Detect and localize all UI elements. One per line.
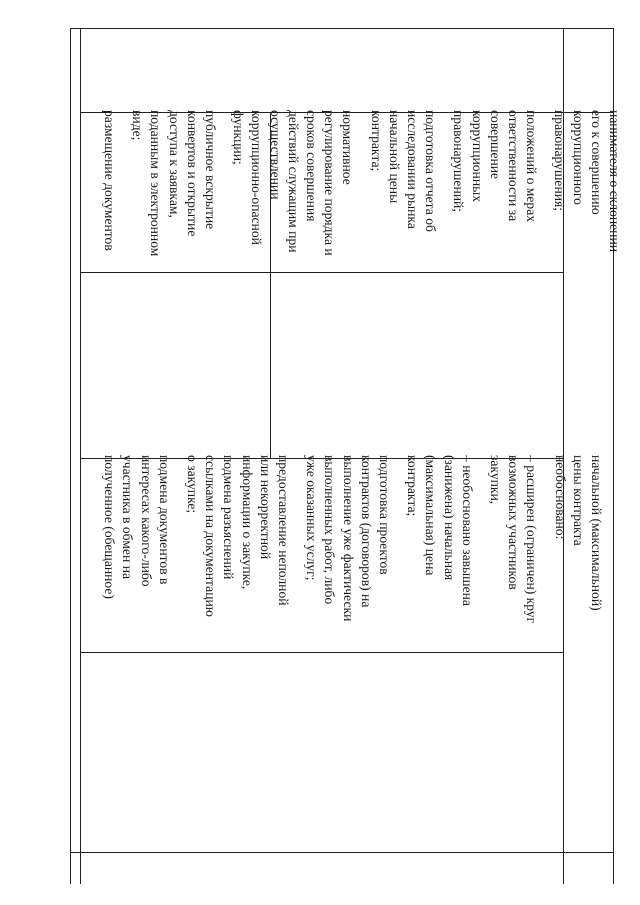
text-line: информации о закупке,	[239, 455, 255, 590]
paragraph-gap	[476, 455, 486, 623]
text-line: правонарушения;	[552, 110, 568, 212]
paragraph-gap	[219, 110, 229, 256]
text-line: (занижена) начальная	[441, 455, 457, 581]
table-cell-measures	[100, 110, 623, 256]
text-line: осуществлении	[267, 110, 283, 200]
table-rule-1	[70, 28, 71, 884]
text-line: ссылками на документацию	[203, 455, 219, 617]
text-line: действий служащим при	[285, 110, 301, 253]
text-line: нанимателя о склонении	[607, 110, 622, 253]
text-line: закупки,	[487, 455, 503, 505]
text-line: о закупке;	[184, 455, 200, 514]
text-line: подготовка отчета об	[423, 110, 439, 232]
text-line: его к совершению	[588, 110, 604, 215]
paragraph-gap	[292, 455, 302, 623]
text-line: конвертов и открытие	[184, 110, 200, 237]
text-line: выполненных работ, либо	[322, 455, 338, 605]
text-line: начальной цены	[386, 110, 402, 204]
text-line: публичное вскрытие	[202, 110, 218, 230]
paragraph-gap	[540, 110, 550, 256]
paragraph-gap	[439, 110, 449, 256]
text-line: коррупционных	[469, 110, 485, 203]
text-line: подмена разъяснений	[221, 455, 237, 580]
table-rule-row-2	[80, 272, 563, 273]
text-line: – необосновано завышена	[459, 455, 475, 606]
text-line: ответственности за	[505, 110, 521, 222]
text-line: уже оказанных услуг;	[304, 455, 320, 581]
text-line: выполнение уже фактически	[340, 455, 356, 622]
table-rule-row-4	[80, 652, 563, 653]
text-line: размещение документов	[101, 110, 117, 251]
text-line: нормативное	[340, 110, 356, 185]
text-line: поданным в электронном	[148, 110, 164, 257]
paragraph-gap	[540, 455, 550, 623]
text-line: контракта;	[368, 110, 384, 172]
table-rule-2	[80, 28, 81, 884]
text-line: контрактов (договоров) на	[358, 455, 374, 608]
text-line: предоставление неполной	[275, 455, 291, 606]
text-line: регулирование порядка и	[322, 110, 338, 256]
text-line: подмена документов в	[156, 455, 172, 585]
table-rule-top	[70, 28, 613, 29]
text-line: возможных участников	[506, 455, 522, 590]
text-line: коррупционно-опасной	[249, 110, 265, 245]
text-line: необосновано:	[552, 455, 568, 540]
paragraph-gap	[118, 110, 128, 256]
text-line: или некорректной	[257, 455, 273, 560]
paragraph-gap	[356, 110, 366, 256]
text-line: совершение	[487, 110, 503, 180]
text-line: подготовка проектов	[376, 455, 392, 575]
text-line: исследовании рынка	[404, 110, 420, 229]
table-cell-risks	[100, 455, 605, 623]
paragraph-gap	[393, 455, 403, 623]
text-line: начальной (максимальной)	[589, 455, 604, 611]
text-line: участника в обмен на	[120, 455, 136, 580]
text-line: (максимальная) цена	[423, 455, 439, 576]
text-line: интересах какого-либо	[138, 455, 154, 587]
paragraph-gap	[173, 455, 183, 623]
text-line: сроков совершения	[303, 110, 319, 222]
text-line: положений о мерах	[524, 110, 540, 223]
text-line: – расширен (ограничен) круг	[524, 455, 540, 624]
text-line: контракта;	[405, 455, 421, 517]
table-rule-bottom	[70, 852, 613, 853]
text-line: виде;	[130, 110, 146, 141]
text-line: функции;	[231, 110, 247, 165]
text-line: правонарушений;	[451, 110, 467, 213]
text-line: полученное (обещанное)	[102, 455, 118, 599]
text-line: цены контракта	[570, 455, 586, 546]
text-line: доступа к заявкам,	[166, 110, 182, 218]
text-line: коррупционного	[570, 110, 586, 205]
